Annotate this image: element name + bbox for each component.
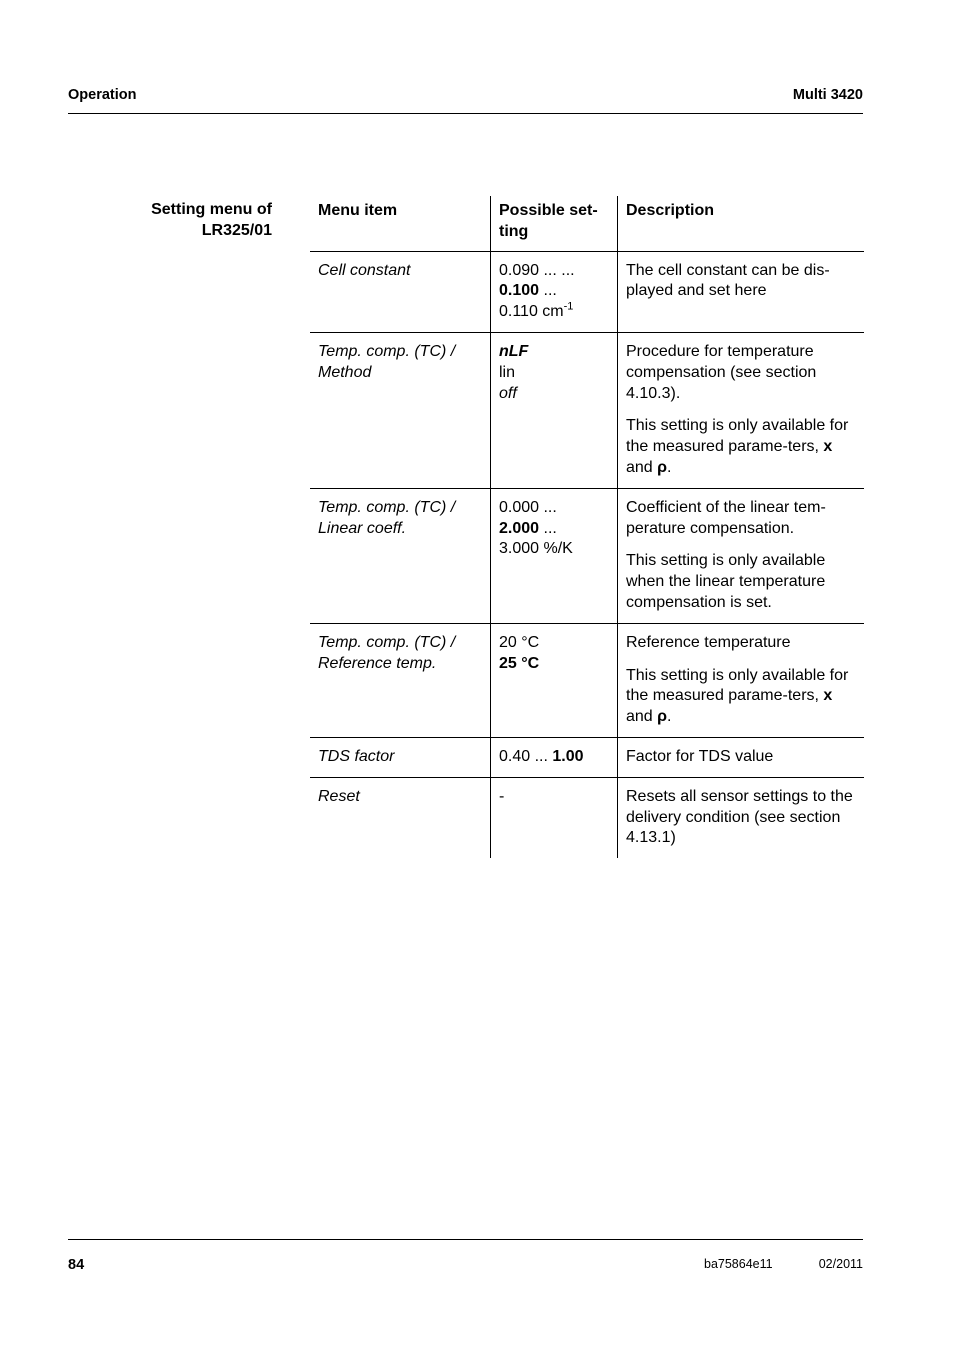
menu-item-line2: Linear coeff.	[318, 519, 407, 537]
menu-item-tc-linear-coeff	[310, 488, 491, 623]
description-tc-linear-coeff	[618, 488, 865, 623]
menu-item-line1: Temp. comp. (TC) /	[318, 498, 456, 516]
description-tds-factor	[618, 737, 865, 777]
setting-range-end: 3.000 %/K	[499, 540, 573, 558]
document-date: 02/2011	[818, 1257, 863, 1271]
setting-default: 1.00	[552, 747, 584, 765]
setting-default: 2.000	[499, 519, 540, 537]
description-reset	[618, 777, 865, 858]
menu-item-tc-method	[310, 332, 491, 488]
description-paragraph: Coefficient of the linear tem-perature compensation.	[626, 498, 826, 537]
symbol-conductivity: x	[823, 438, 833, 456]
setting-option: off	[499, 384, 517, 402]
header-divider	[68, 113, 863, 114]
menu-item-line1: Temp. comp. (TC) /	[318, 342, 456, 360]
menu-item-cell-constant: Cell constant	[310, 251, 491, 332]
description-text: and	[626, 458, 658, 476]
table-row-tc-reference-temp	[310, 623, 864, 737]
settings-menu-table	[310, 196, 864, 858]
header-section-title: Operation	[68, 87, 137, 103]
description-paragraph: Factor for TDS value	[626, 747, 774, 765]
footer-divider	[68, 1239, 863, 1240]
table-row-tc-linear-coeff	[310, 488, 864, 623]
setting-option-default: 25 °C	[499, 654, 540, 672]
symbol-conductivity: x	[823, 687, 833, 705]
col2-header-line1: Possible set-	[499, 202, 598, 219]
description-tc-method	[618, 332, 865, 488]
side-heading-line1: Setting menu of	[151, 201, 272, 218]
menu-item-line2: Method	[318, 363, 372, 381]
description-tc-reference-temp	[618, 623, 865, 737]
description-paragraph: Resets all sensor settings to the delivery condition (see section 4.13.1)	[626, 787, 853, 847]
description-text: and	[626, 708, 658, 726]
table-row-reset	[310, 777, 864, 858]
setting-tc-linear-coeff	[491, 488, 618, 623]
side-heading-line2: LR325/01	[201, 222, 272, 239]
menu-item-line1: Temp. comp. (TC) /	[318, 633, 456, 651]
description-cell-constant	[618, 251, 865, 332]
page-number: 84	[68, 1257, 85, 1273]
table-row-tds-factor	[310, 737, 864, 777]
column-header-description: Description	[618, 196, 865, 251]
setting-range-start: 0.090 ... ...	[499, 261, 575, 279]
setting-cell-constant	[491, 251, 618, 332]
setting-range-start: 0.000 ...	[499, 498, 557, 516]
description-paragraph	[626, 666, 856, 728]
side-heading	[100, 199, 272, 241]
description-paragraph: Reference temperature	[626, 633, 791, 651]
menu-item-line2: Reference temp.	[318, 654, 437, 672]
menu-item-reset: Reset	[310, 777, 491, 858]
setting-ellipsis: ...	[539, 519, 557, 537]
setting-default: 0.100	[499, 282, 540, 300]
table-row-cell-constant	[310, 251, 864, 332]
col2-header-line2: ting	[499, 222, 529, 240]
document-id: ba75864e11	[704, 1257, 773, 1271]
setting-range-end: 0.110 cm	[499, 303, 564, 321]
setting-option: lin	[499, 363, 516, 381]
description-text: This setting is only available for the measured parame-ters,	[626, 666, 849, 705]
description-paragraph: Procedure for temperature compensation (see section 4.10.3).	[626, 342, 817, 402]
header-product-name: Multi 3420	[792, 87, 863, 103]
setting-unit-exponent: -1	[563, 300, 574, 313]
description-paragraph	[626, 416, 856, 478]
setting-reset: -	[491, 777, 618, 858]
column-header-possible-setting	[491, 196, 618, 251]
menu-item-tds-factor: TDS factor	[310, 737, 491, 777]
column-header-menu-item: Menu item	[318, 202, 398, 219]
description-paragraph: This setting is only available when the linear temperature compensation is set.	[626, 552, 826, 611]
menu-item-tc-reference-temp	[310, 623, 491, 737]
setting-tc-reference-temp	[491, 623, 618, 737]
setting-option: 20 °C	[499, 633, 540, 651]
description-text: This setting is only available for the measured parame-ters,	[626, 417, 849, 456]
description-text: .	[667, 458, 672, 476]
description-text: .	[667, 708, 672, 726]
description-paragraph: The cell constant can be dis-played and set here	[626, 261, 830, 300]
table-header-row	[310, 196, 864, 251]
symbol-resistivity: ρ	[657, 708, 668, 726]
symbol-resistivity: ρ	[657, 458, 668, 476]
setting-option-default: nLF	[499, 342, 529, 360]
setting-tds-factor	[491, 737, 618, 777]
setting-range-start: 0.40 ...	[499, 747, 553, 765]
setting-tc-method	[491, 332, 618, 488]
setting-ellipsis: ...	[539, 282, 557, 300]
table-row-tc-method	[310, 332, 864, 488]
